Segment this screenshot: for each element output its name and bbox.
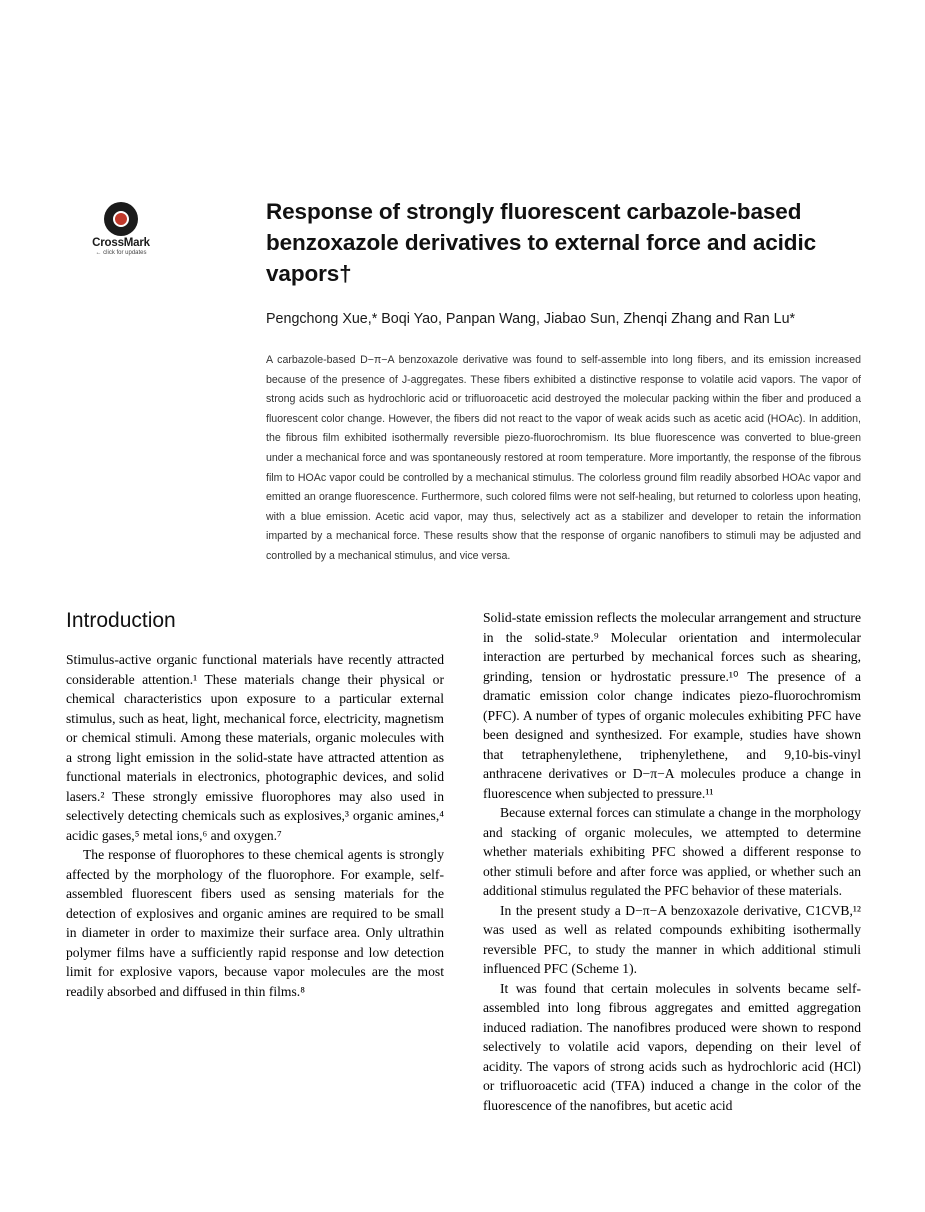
paragraph: The response of fluorophores to these chemical agents is strongly affected by the morphology of the fluorophore. For example, self-assembled fluorescent fibers used as sensing materials for the detection of explosives and organic amines are required to be small in diameter in order to maximize their surface area. Only ultrathin polymer films have a sufficiently rapid response and low detection limit for explosive vapors, because vapor molecules are the most readily absorbed and diffused in thin films.⁸	[66, 847, 444, 999]
crossmark-icon	[104, 202, 138, 236]
crossmark-badge[interactable]	[66, 202, 176, 256]
paragraph: Stimulus-active organic functional materials have recently attracted considerable attention.¹ These materials change their physical or chemical characteristics upon exposure to a particular external stimulus, such as heat, light, mechanical force, electricity, magnetism or chemical stimuli. Among these materials, organic molecules with a strong light emission in the solid-state have attracted attention as functional materials in electronics, photographic devices, and solid lasers.² These strongly emissive fluorophores may also used in selectively detecting chemicals such as explosives,³ organic amines,⁴ acidic gases,⁵ metal ions,⁶ and oxygen.⁷	[66, 652, 444, 843]
column-right	[483, 608, 861, 1115]
title-block	[266, 196, 861, 567]
paragraph: Because external forces can stimulate a change in the morphology and stacking of organic molecules, we attempted to determine whether materials exhibiting PFC showed a different response to other stimuli before and after force was applied, or whether such an additional stimulus regulated the PFC behavior of these materials.	[483, 805, 861, 898]
page-title: Response of strongly fluorescent carbazole-based benzoxazole derivatives to external force and acidic vapors†	[266, 199, 817, 286]
crossmark-arrow-icon: ←	[95, 250, 102, 256]
column-left	[66, 608, 444, 1001]
paragraph: In the present study a D−π−A benzoxazole derivative, C1CVB,¹² was used as well as related compounds exhibiting isothermally reversible PFC, to study the manner in which additional stimuli influenced PFC (Scheme 1).	[483, 902, 861, 976]
section-heading-introduction: Introduction	[66, 609, 176, 632]
author-list: Pengchong Xue,* Boqi Yao, Panpan Wang, Jiabao Sun, Zhenqi Zhang and Ran Lu*	[266, 311, 796, 327]
crossmark-subtitle: ← click for updates	[95, 250, 147, 256]
paragraph: It was found that certain molecules in solvents became self-assembled into long fibrous aggregates and emitted aggregation induced radiation. The nanofibres produced were shown to respond selectively to volatile acid vapors, depending on their level of acidity. The vapors of strong acids such as hydrochloric acid (HCl) or trifluoroacetic acid (TFA) induced a change in the color of the fluorescence of the nanofibres, but acetic acid	[483, 980, 861, 1113]
crossmark-label: CrossMark	[92, 237, 150, 249]
abstract-text: A carbazole-based D−π−A benzoxazole derivative was found to self-assemble into long fibers, and its emission increased because of the presence of J-aggregates. These fibers exhibited a distinctive response to volatile acid vapors. The vapor of strong acids such as hydrochloric acid or trifluoroacetic acid destroyed the molecular packing within the fiber and produced a fluorescent color change. However, the fibers did not react to the vapor of weak acids such as acetic acid (HOAc). In addition, the fibrous film exhibited isothermally reversible piezo-fluorochromism. Its blue fluorescence was converted to blue-green under a mechanical force and was spontaneously restored at room temperature. More importantly, the response of the fibrous film to HOAc vapor could be controlled by a mechanical stimulus. The colorless ground film readily absorbed HOAc vapor and emitted an orange fluorescence. Furthermore, such colored films were not self-healing, but returned to colorless upon heating, with a blue emission. Acetic acid vapor, may thus, selectively act as a stabilizer and developer to retain the information imparted by a mechanical force. These results show that the response of organic nanofibers to stimuli may be adjusted and controlled by a mechanical stimulus, and vice versa.	[266, 354, 861, 562]
paragraph: Solid-state emission reflects the molecular arrangement and structure in the solid-state.⁹ Molecular orientation and intermolecular interaction are perturbed by mechanical forces such as shearing, grinding, tension or hydrostatic pressure.¹⁰ The presence of a dramatic emission color change indicates piezo-fluorochromism (PFC). A number of types of organic molecules exhibiting PFC have been designed and synthesized. For example, studies have shown that tetraphenylethene, triphenylethene, and 9,10-bis-vinyl anthracene derivatives or D−π−A molecules produce a change in fluorescence when subjected to pressure.¹¹	[483, 610, 861, 801]
